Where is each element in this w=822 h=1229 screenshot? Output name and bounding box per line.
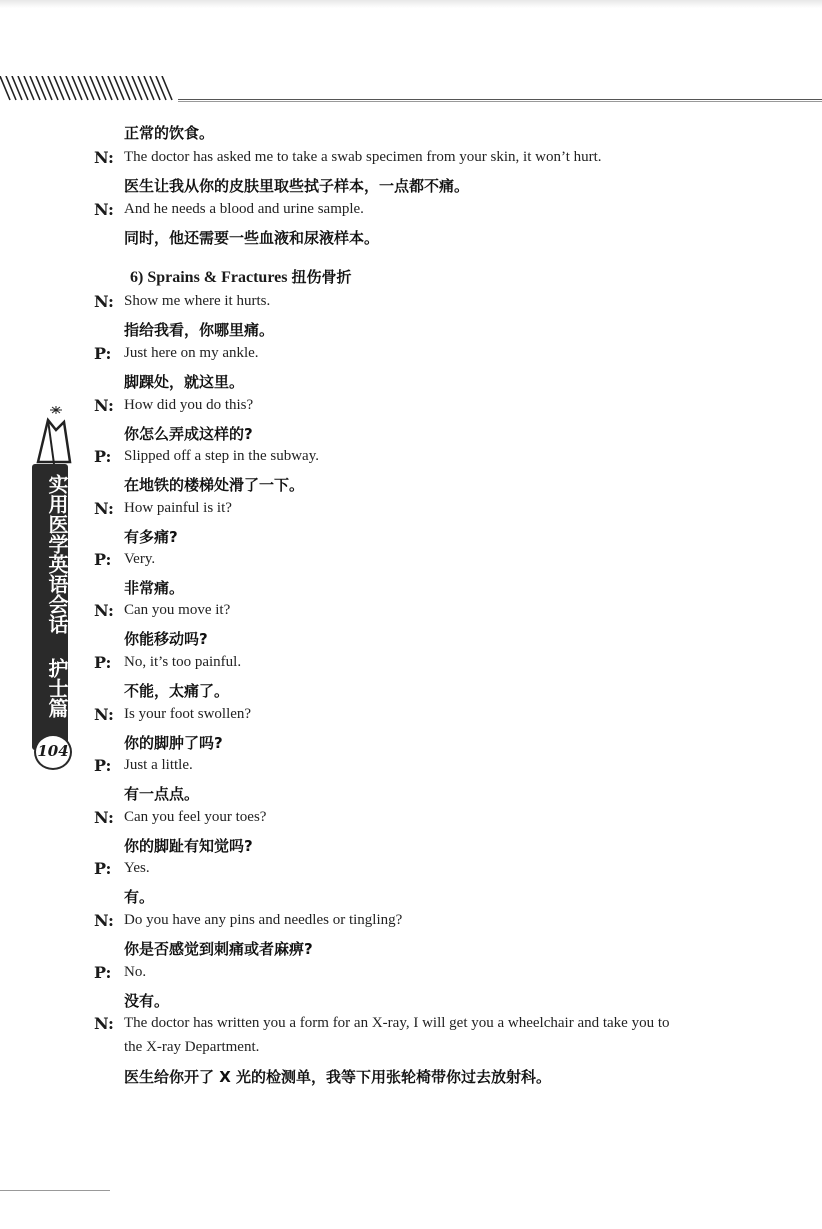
chinese-line: 医生让我从你的皮肤里取些拭子样本，一点都不痛。: [124, 177, 470, 195]
footer-rule: [0, 1190, 110, 1191]
speaker-label: N:: [94, 148, 114, 167]
english-line: Slipped off a step in the subway.: [124, 448, 319, 464]
speaker-label: N:: [94, 1014, 114, 1033]
page-number-badge: [34, 734, 72, 770]
section-heading: [130, 266, 351, 287]
chinese-line: 有。: [124, 888, 155, 906]
english-line: The doctor has asked me to take a swab specimen from your skin, it won’t hurt.: [124, 149, 602, 165]
chinese-line: 同时，他还需要一些血液和尿液样本。: [124, 229, 380, 247]
chinese-line: 指给我看，你哪里痛。: [124, 321, 275, 339]
english-line-continued: the X-ray Department.: [124, 1039, 260, 1055]
speaker-label: N:: [94, 292, 114, 311]
sidebar-tab-group: [32, 404, 72, 774]
english-line: Yes.: [124, 860, 150, 876]
chinese-line: 脚踝处，就这里。: [124, 373, 245, 391]
header-rule-shadow: [178, 101, 822, 102]
chinese-line: 你是否感觉到刺痛或者麻痹?: [124, 940, 313, 958]
chinese-line: 有一点点。: [124, 785, 200, 803]
chinese-line: 医生给你开了 X 光的检测单，我等下用张轮椅带你过去放射科。: [124, 1068, 552, 1086]
page-number: 104: [37, 742, 69, 760]
page-top-edge: [0, 0, 822, 8]
open-book-icon: [34, 404, 72, 466]
header-rule: [178, 99, 822, 100]
speaker-label: N:: [94, 499, 114, 518]
chinese-line: 在地铁的楼梯处滑了一下。: [124, 476, 305, 494]
english-line: Do you have any pins and needles or tingling?: [124, 912, 403, 928]
book-subtitle: 护士篇: [45, 658, 69, 718]
book-title: 实用医学英语会话: [45, 474, 69, 634]
speaker-label: P:: [94, 963, 112, 982]
english-line: Very.: [124, 551, 156, 567]
speaker-label: N:: [94, 200, 114, 219]
english-line: How did you do this?: [124, 397, 254, 413]
section-heading-en: 6) Sprains & Fractures: [130, 269, 288, 286]
chinese-line: 不能，太痛了。: [124, 682, 230, 700]
speaker-label: N:: [94, 601, 114, 620]
intro-line: 正常的饮食。: [124, 124, 215, 142]
speaker-label: P:: [94, 550, 112, 569]
chinese-line: 你的脚肿了吗?: [124, 734, 223, 752]
english-line: Just a little.: [124, 757, 193, 773]
english-line: Can you move it?: [124, 602, 231, 618]
speaker-label: P:: [94, 756, 112, 775]
speaker-label: N:: [94, 396, 114, 415]
english-line: Can you feel your toes?: [124, 809, 267, 825]
header-hatch-decoration: [0, 76, 180, 102]
english-line: No.: [124, 964, 147, 980]
english-line: And he needs a blood and urine sample.: [124, 201, 364, 217]
english-line: Just here on my ankle.: [124, 345, 259, 361]
english-line: How painful is it?: [124, 500, 232, 516]
chinese-line: 你的脚趾有知觉吗?: [124, 837, 253, 855]
chinese-line: 没有。: [124, 992, 170, 1010]
chinese-line: 有多痛?: [124, 528, 178, 546]
english-line: Is your foot swollen?: [124, 706, 252, 722]
chinese-line: 你怎么弄成这样的?: [124, 425, 253, 443]
chinese-line: 你能移动吗?: [124, 630, 208, 648]
speaker-label: P:: [94, 653, 112, 672]
speaker-label: N:: [94, 808, 114, 827]
speaker-label: N:: [94, 911, 114, 930]
speaker-label: P:: [94, 859, 112, 878]
speaker-label: P:: [94, 447, 112, 466]
speaker-label: N:: [94, 705, 114, 724]
chinese-line: 非常痛。: [124, 579, 185, 597]
speaker-label: P:: [94, 344, 112, 363]
english-line: No, it’s too painful.: [124, 654, 242, 670]
english-line: The doctor has written you a form for an X-ray, I will get you a wheelchair and take you to: [124, 1015, 670, 1031]
section-heading-zh: 扭伤骨折: [291, 268, 352, 286]
english-line: Show me where it hurts.: [124, 293, 271, 309]
